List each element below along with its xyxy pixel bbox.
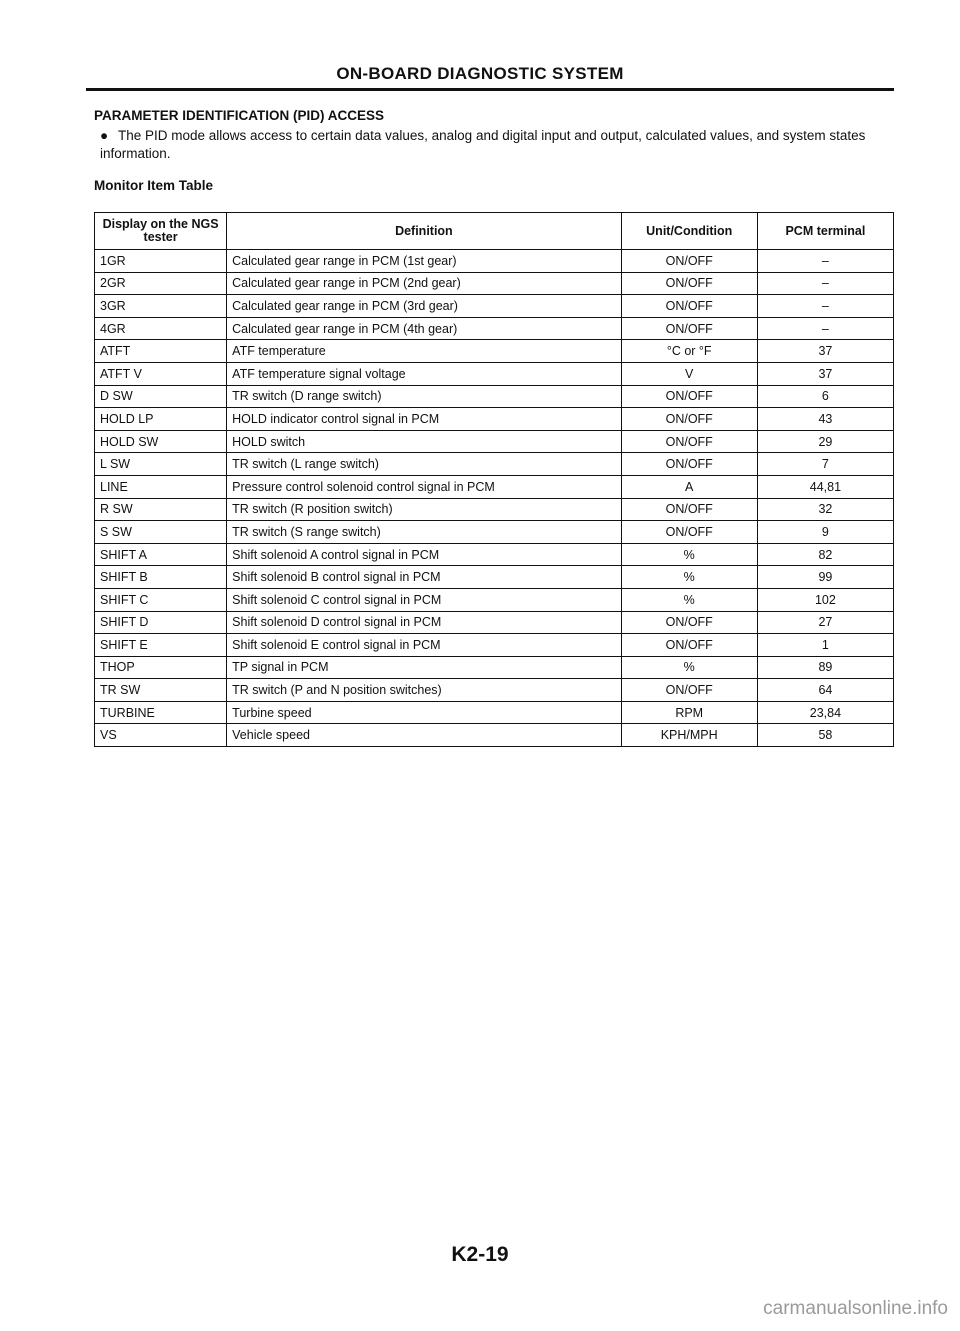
watermark: carmanualsonline.info [763, 1298, 948, 1319]
cell-display: 4GR [95, 317, 227, 340]
cell-unit: ON/OFF [621, 408, 757, 431]
cell-definition: HOLD switch [227, 430, 621, 453]
cell-terminal: 64 [757, 679, 893, 702]
table-row [95, 611, 894, 634]
cell-unit: ON/OFF [621, 498, 757, 521]
header-divider [86, 88, 894, 91]
cell-terminal: 44,81 [757, 475, 893, 498]
cell-unit: ON/OFF [621, 317, 757, 340]
column-header-unit: Unit/Condition [621, 213, 757, 250]
table-row [95, 295, 894, 318]
cell-terminal: 7 [757, 453, 893, 476]
column-header-display: Display on the NGS tester [95, 213, 227, 250]
cell-unit: ON/OFF [621, 272, 757, 295]
cell-display: SHIFT B [95, 566, 227, 589]
cell-display: 3GR [95, 295, 227, 318]
cell-display: 2GR [95, 272, 227, 295]
cell-display: SHIFT E [95, 634, 227, 657]
cell-unit: °C or °F [621, 340, 757, 363]
cell-definition: Calculated gear range in PCM (1st gear) [227, 250, 621, 273]
table-header-row [95, 213, 894, 250]
cell-display: ATFT V [95, 362, 227, 385]
cell-terminal: – [757, 250, 893, 273]
cell-terminal: 89 [757, 656, 893, 679]
cell-unit: KPH/MPH [621, 724, 757, 747]
table-row [95, 362, 894, 385]
cell-display: 1GR [95, 250, 227, 273]
cell-definition: Calculated gear range in PCM (3rd gear) [227, 295, 621, 318]
cell-definition: Shift solenoid C control signal in PCM [227, 588, 621, 611]
cell-unit: % [621, 543, 757, 566]
table-row [95, 724, 894, 747]
cell-unit: A [621, 475, 757, 498]
cell-display: SHIFT D [95, 611, 227, 634]
cell-terminal: – [757, 272, 893, 295]
cell-unit: V [621, 362, 757, 385]
cell-display: D SW [95, 385, 227, 408]
cell-definition: Shift solenoid A control signal in PCM [227, 543, 621, 566]
cell-definition: ATF temperature signal voltage [227, 362, 621, 385]
monitor-item-table [94, 212, 894, 747]
cell-terminal: – [757, 295, 893, 318]
cell-display: SHIFT A [95, 543, 227, 566]
cell-definition: Vehicle speed [227, 724, 621, 747]
cell-terminal: 23,84 [757, 701, 893, 724]
cell-definition: TR switch (P and N position switches) [227, 679, 621, 702]
table-row [95, 566, 894, 589]
table-row [95, 656, 894, 679]
cell-unit: ON/OFF [621, 679, 757, 702]
cell-terminal: 9 [757, 521, 893, 544]
table-row [95, 475, 894, 498]
cell-definition: TR switch (R position switch) [227, 498, 621, 521]
cell-terminal: 99 [757, 566, 893, 589]
table-row [95, 634, 894, 657]
cell-unit: ON/OFF [621, 295, 757, 318]
cell-unit: ON/OFF [621, 385, 757, 408]
column-header-definition: Definition [227, 213, 621, 250]
table-row [95, 340, 894, 363]
table-row [95, 250, 894, 273]
cell-definition: Turbine speed [227, 701, 621, 724]
section-heading: PARAMETER IDENTIFICATION (PID) ACCESS [94, 108, 384, 123]
cell-unit: ON/OFF [621, 453, 757, 476]
cell-terminal: 37 [757, 362, 893, 385]
cell-terminal: 6 [757, 385, 893, 408]
cell-unit: ON/OFF [621, 611, 757, 634]
table-row [95, 521, 894, 544]
cell-unit: RPM [621, 701, 757, 724]
table-row [95, 679, 894, 702]
cell-display: HOLD LP [95, 408, 227, 431]
cell-unit: ON/OFF [621, 521, 757, 544]
cell-definition: Shift solenoid D control signal in PCM [227, 611, 621, 634]
bullet-text: The PID mode allows access to certain data values, analog and digital input and output, calculated values, and system states information. [100, 128, 866, 161]
cell-display: S SW [95, 521, 227, 544]
table-row [95, 430, 894, 453]
cell-terminal: 58 [757, 724, 893, 747]
cell-display: VS [95, 724, 227, 747]
page-number: K2-19 [451, 1243, 509, 1266]
cell-terminal: 32 [757, 498, 893, 521]
table-row [95, 317, 894, 340]
cell-display: TURBINE [95, 701, 227, 724]
cell-unit: % [621, 588, 757, 611]
cell-terminal: 43 [757, 408, 893, 431]
table-row [95, 701, 894, 724]
bullet-icon: ● [100, 128, 109, 143]
cell-definition: Shift solenoid E control signal in PCM [227, 634, 621, 657]
table-body [95, 250, 894, 747]
cell-terminal: 29 [757, 430, 893, 453]
cell-definition: TR switch (D range switch) [227, 385, 621, 408]
bullet-paragraph [100, 127, 890, 163]
cell-display: THOP [95, 656, 227, 679]
cell-definition: Shift solenoid B control signal in PCM [227, 566, 621, 589]
cell-definition: ATF temperature [227, 340, 621, 363]
cell-terminal: – [757, 317, 893, 340]
cell-terminal: 102 [757, 588, 893, 611]
cell-definition: TP signal in PCM [227, 656, 621, 679]
table-row [95, 385, 894, 408]
cell-unit: % [621, 656, 757, 679]
cell-definition: Pressure control solenoid control signal in PCM [227, 475, 621, 498]
cell-display: HOLD SW [95, 430, 227, 453]
cell-definition: HOLD indicator control signal in PCM [227, 408, 621, 431]
cell-definition: TR switch (S range switch) [227, 521, 621, 544]
cell-display: R SW [95, 498, 227, 521]
table-row [95, 408, 894, 431]
cell-definition: TR switch (L range switch) [227, 453, 621, 476]
cell-unit: ON/OFF [621, 634, 757, 657]
cell-display: ATFT [95, 340, 227, 363]
cell-definition: Calculated gear range in PCM (2nd gear) [227, 272, 621, 295]
page-header-title: ON-BOARD DIAGNOSTIC SYSTEM [336, 64, 624, 83]
cell-display: SHIFT C [95, 588, 227, 611]
table-row [95, 272, 894, 295]
cell-unit: ON/OFF [621, 430, 757, 453]
cell-terminal: 27 [757, 611, 893, 634]
table-title: Monitor Item Table [94, 178, 214, 193]
cell-display: L SW [95, 453, 227, 476]
cell-terminal: 37 [757, 340, 893, 363]
cell-unit: % [621, 566, 757, 589]
cell-definition: Calculated gear range in PCM (4th gear) [227, 317, 621, 340]
cell-unit: ON/OFF [621, 250, 757, 273]
table-row [95, 588, 894, 611]
cell-display: TR SW [95, 679, 227, 702]
table-row [95, 453, 894, 476]
column-header-terminal: PCM terminal [757, 213, 893, 250]
cell-terminal: 1 [757, 634, 893, 657]
table-row [95, 543, 894, 566]
cell-display: LINE [95, 475, 227, 498]
cell-terminal: 82 [757, 543, 893, 566]
table-row [95, 498, 894, 521]
